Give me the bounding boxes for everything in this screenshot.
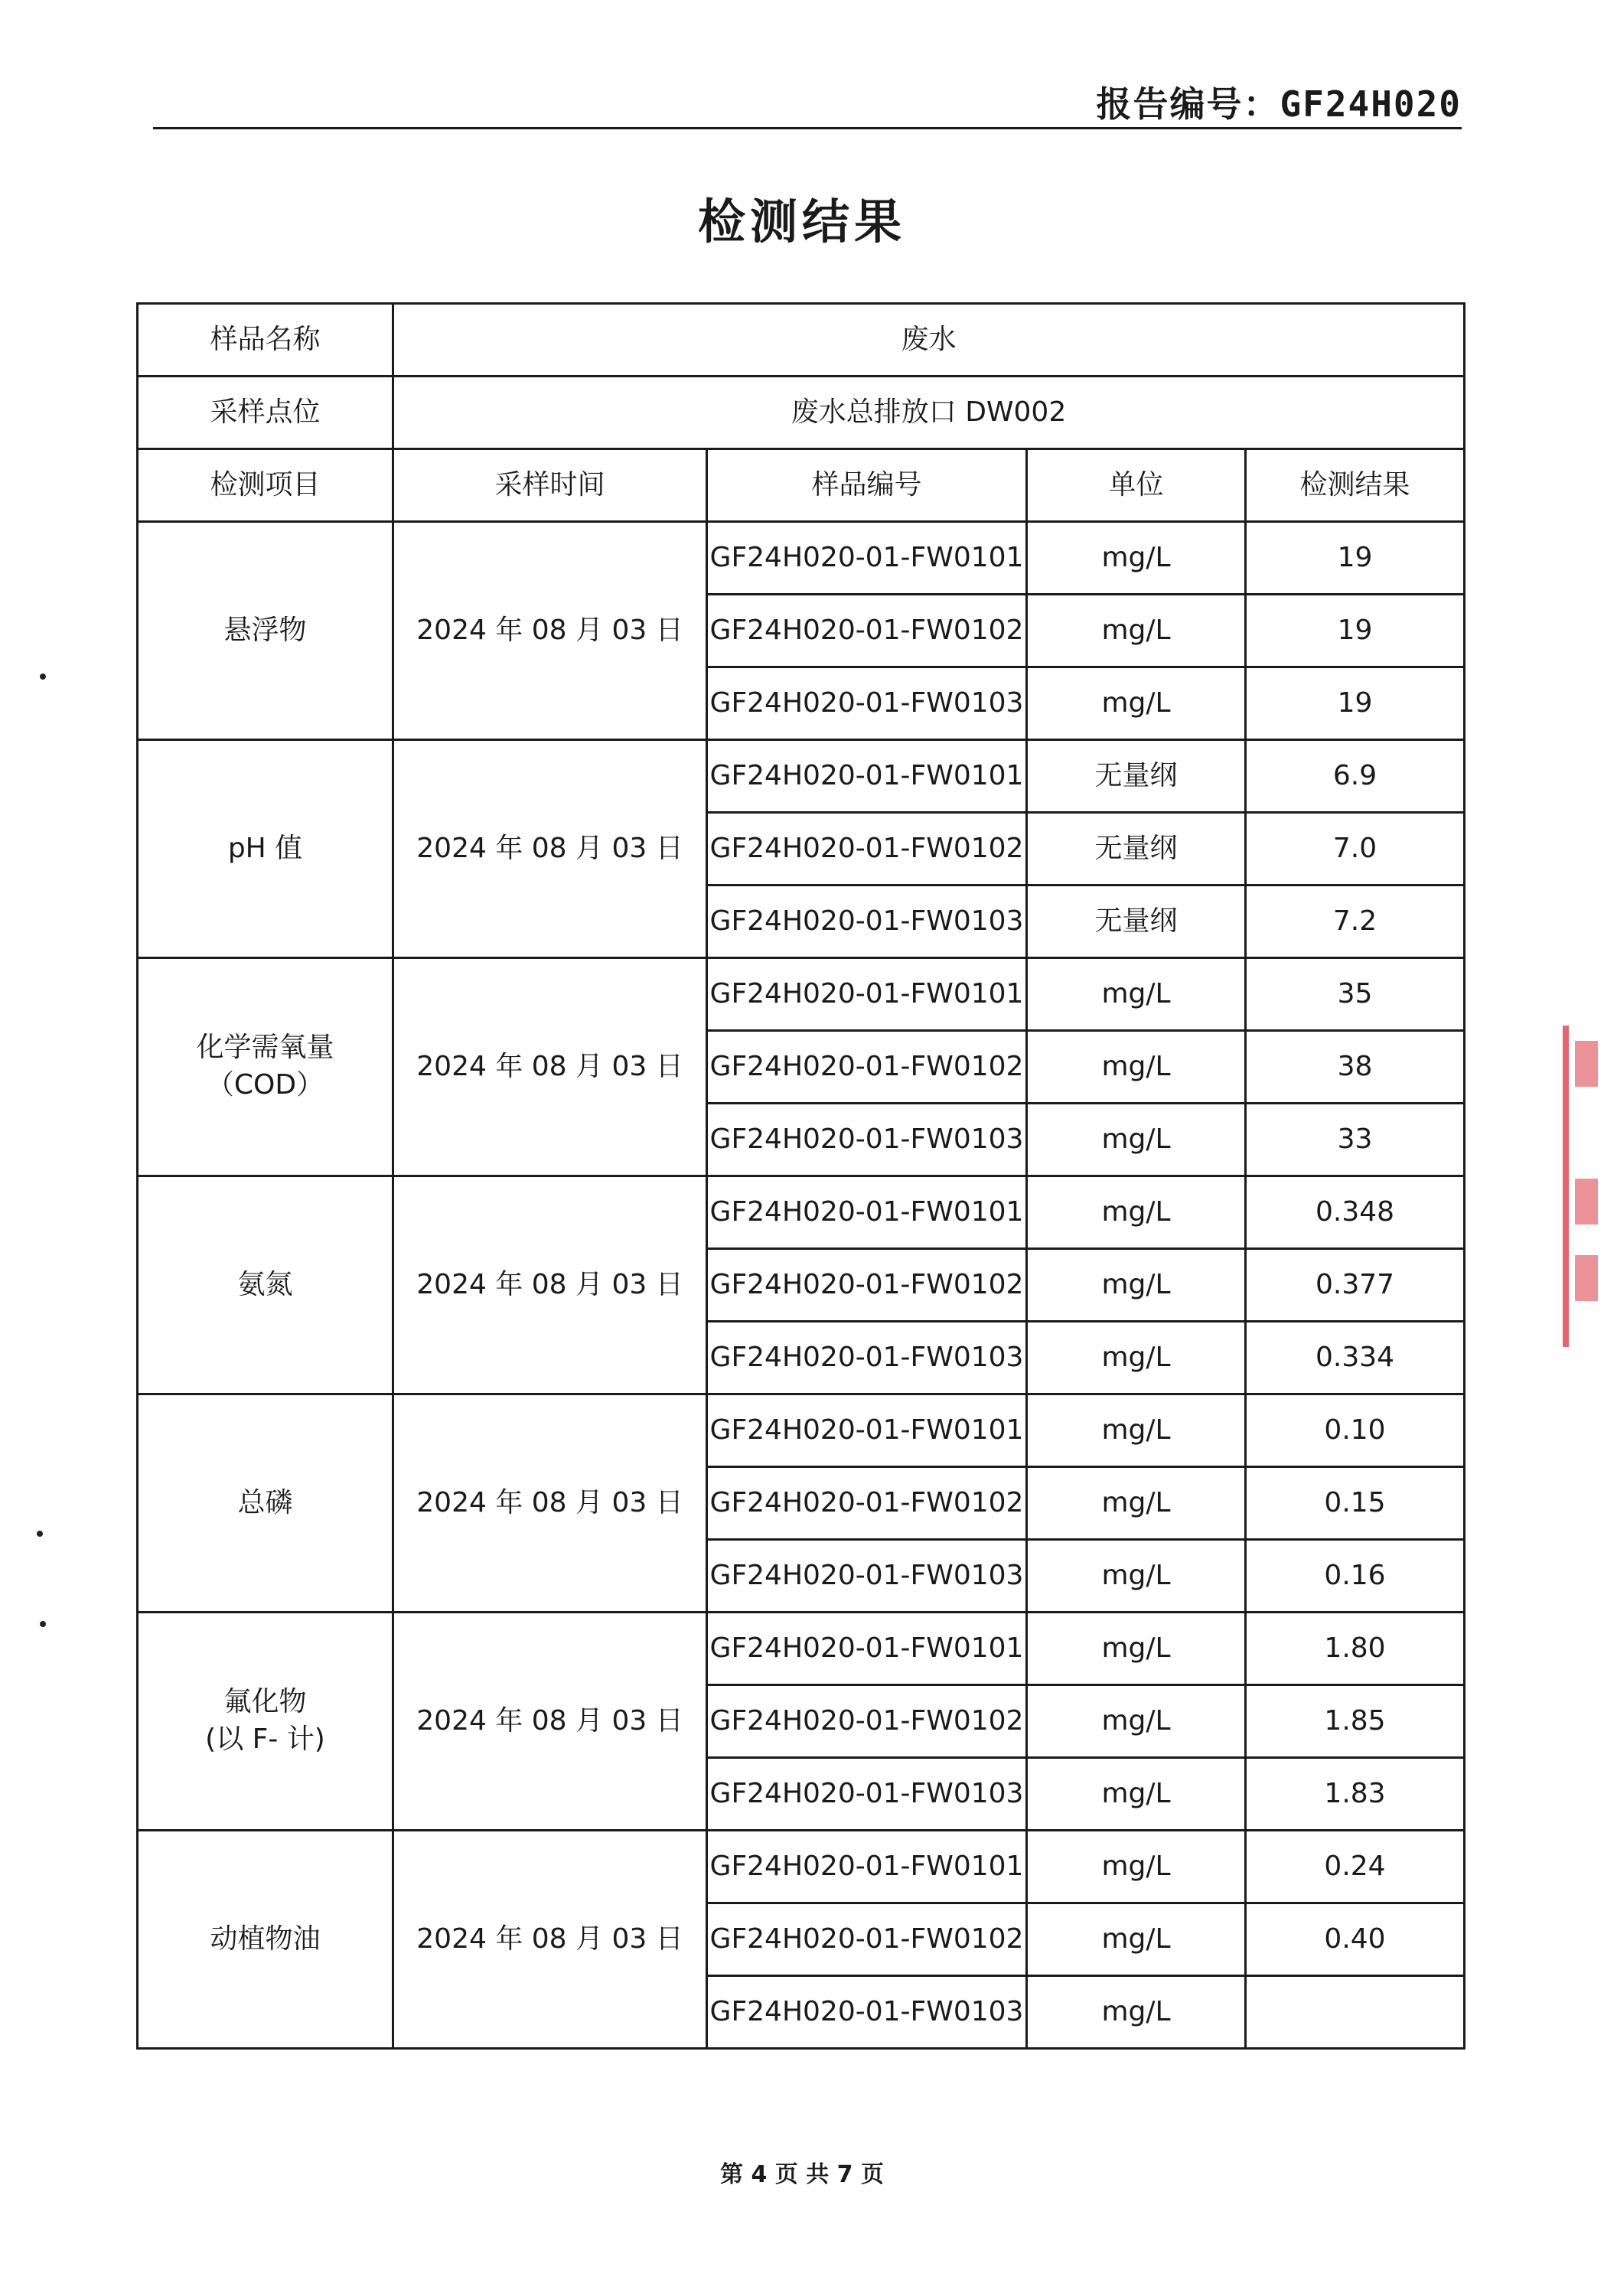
sample-id-cell: GF24H020-01-FW0102 bbox=[707, 1685, 1027, 1758]
unit-cell: mg/L bbox=[1027, 1322, 1246, 1394]
test-item-cell: 动植物油 bbox=[138, 1831, 393, 2049]
sample-name-row bbox=[138, 304, 1465, 377]
test-item-cell: 悬浮物 bbox=[138, 522, 393, 740]
table-row bbox=[138, 522, 1465, 595]
sample-id-cell: GF24H020-01-FW0102 bbox=[707, 1031, 1027, 1104]
sampling-point-row bbox=[138, 377, 1465, 449]
result-cell bbox=[1246, 1976, 1465, 2049]
table-row bbox=[138, 958, 1465, 1031]
result-cell: 0.40 bbox=[1246, 1903, 1465, 1976]
unit-cell: 无量纲 bbox=[1027, 885, 1246, 958]
result-cell: 0.377 bbox=[1246, 1249, 1465, 1322]
sample-id-cell: GF24H020-01-FW0103 bbox=[707, 1540, 1027, 1613]
unit-cell: mg/L bbox=[1027, 1976, 1246, 2049]
seal-mark bbox=[1575, 1041, 1598, 1087]
sample-id-cell: GF24H020-01-FW0102 bbox=[707, 1249, 1027, 1322]
result-cell: 1.83 bbox=[1246, 1758, 1465, 1831]
unit-cell: mg/L bbox=[1027, 667, 1246, 740]
unit-cell: mg/L bbox=[1027, 1031, 1246, 1104]
unit-cell: mg/L bbox=[1027, 1613, 1246, 1685]
result-cell: 0.334 bbox=[1246, 1322, 1465, 1394]
test-item-cell: 氟化物 (以 F- 计) bbox=[138, 1613, 393, 1831]
column-header-result: 检测结果 bbox=[1246, 449, 1465, 522]
unit-cell: mg/L bbox=[1027, 1758, 1246, 1831]
unit-cell: mg/L bbox=[1027, 522, 1246, 595]
sampling-date-cell: 2024 年 08 月 03 日 bbox=[393, 522, 707, 740]
unit-cell: mg/L bbox=[1027, 1903, 1246, 1976]
sample-id-cell: GF24H020-01-FW0101 bbox=[707, 522, 1027, 595]
table-row bbox=[138, 1394, 1465, 1467]
result-cell: 19 bbox=[1246, 595, 1465, 667]
sample-id-cell: GF24H020-01-FW0102 bbox=[707, 1903, 1027, 1976]
scan-speck bbox=[40, 673, 46, 680]
sample-id-cell: GF24H020-01-FW0101 bbox=[707, 958, 1027, 1031]
sample-id-cell: GF24H020-01-FW0101 bbox=[707, 740, 1027, 813]
result-cell: 0.24 bbox=[1246, 1831, 1465, 1903]
result-cell: 0.348 bbox=[1246, 1176, 1465, 1249]
test-item-cell: 总磷 bbox=[138, 1394, 393, 1613]
sample-id-cell: GF24H020-01-FW0102 bbox=[707, 595, 1027, 667]
column-header-row bbox=[138, 449, 1465, 522]
unit-cell: 无量纲 bbox=[1027, 740, 1246, 813]
column-header-sampling-time: 采样时间 bbox=[393, 449, 707, 522]
sample-id-cell: GF24H020-01-FW0101 bbox=[707, 1394, 1027, 1467]
result-cell: 38 bbox=[1246, 1031, 1465, 1104]
sample-id-cell: GF24H020-01-FW0103 bbox=[707, 1322, 1027, 1394]
result-cell: 19 bbox=[1246, 667, 1465, 740]
result-cell: 19 bbox=[1246, 522, 1465, 595]
sample-id-cell: GF24H020-01-FW0103 bbox=[707, 667, 1027, 740]
result-cell: 0.10 bbox=[1246, 1394, 1465, 1467]
result-cell: 0.15 bbox=[1246, 1467, 1465, 1540]
sample-id-cell: GF24H020-01-FW0103 bbox=[707, 1758, 1027, 1831]
table-row bbox=[138, 1831, 1465, 1903]
seal-mark bbox=[1575, 1179, 1598, 1225]
result-cell: 35 bbox=[1246, 958, 1465, 1031]
result-cell: 6.9 bbox=[1246, 740, 1465, 813]
page-indicator: 第 4 页 共 7 页 bbox=[720, 2161, 884, 2188]
scan-speck bbox=[40, 1621, 46, 1627]
result-cell: 33 bbox=[1246, 1104, 1465, 1176]
sample-id-cell: GF24H020-01-FW0101 bbox=[707, 1831, 1027, 1903]
result-cell: 1.85 bbox=[1246, 1685, 1465, 1758]
sample-id-cell: GF24H020-01-FW0101 bbox=[707, 1613, 1027, 1685]
table-row bbox=[138, 1613, 1465, 1685]
sampling-point-value: 废水总排放口 DW002 bbox=[393, 377, 1465, 449]
table-row bbox=[138, 740, 1465, 813]
sample-id-cell: GF24H020-01-FW0103 bbox=[707, 1976, 1027, 2049]
unit-cell: mg/L bbox=[1027, 1104, 1246, 1176]
sample-id-cell: GF24H020-01-FW0103 bbox=[707, 1104, 1027, 1176]
scan-speck bbox=[37, 1531, 43, 1537]
sampling-date-cell: 2024 年 08 月 03 日 bbox=[393, 740, 707, 958]
unit-cell: mg/L bbox=[1027, 1176, 1246, 1249]
sample-id-cell: GF24H020-01-FW0102 bbox=[707, 1467, 1027, 1540]
seal-mark bbox=[1575, 1255, 1598, 1301]
sample-id-cell: GF24H020-01-FW0101 bbox=[707, 1176, 1027, 1249]
result-cell: 7.2 bbox=[1246, 885, 1465, 958]
test-item-cell: 氨氮 bbox=[138, 1176, 393, 1394]
column-header-item: 检测项目 bbox=[138, 449, 393, 522]
column-header-sample-id: 样品编号 bbox=[707, 449, 1027, 522]
sampling-point-label: 采样点位 bbox=[138, 377, 393, 449]
header-divider bbox=[153, 127, 1462, 129]
test-item-cell: pH 值 bbox=[138, 740, 393, 958]
column-header-unit: 单位 bbox=[1027, 449, 1246, 522]
sampling-date-cell: 2024 年 08 月 03 日 bbox=[393, 1176, 707, 1394]
unit-cell: 无量纲 bbox=[1027, 813, 1246, 885]
result-cell: 1.80 bbox=[1246, 1613, 1465, 1685]
unit-cell: mg/L bbox=[1027, 1831, 1246, 1903]
unit-cell: mg/L bbox=[1027, 1685, 1246, 1758]
table-row bbox=[138, 1176, 1465, 1249]
result-cell: 7.0 bbox=[1246, 813, 1465, 885]
result-cell: 0.16 bbox=[1246, 1540, 1465, 1613]
sample-id-cell: GF24H020-01-FW0102 bbox=[707, 813, 1027, 885]
sample-name-label: 样品名称 bbox=[138, 304, 393, 377]
test-item-cell: 化学需氧量 （COD） bbox=[138, 958, 393, 1176]
unit-cell: mg/L bbox=[1027, 958, 1246, 1031]
report-number: 报告编号：GF24H020 bbox=[1096, 83, 1462, 125]
sample-id-cell: GF24H020-01-FW0103 bbox=[707, 885, 1027, 958]
results-table bbox=[136, 302, 1465, 2050]
unit-cell: mg/L bbox=[1027, 1467, 1246, 1540]
sampling-date-cell: 2024 年 08 月 03 日 bbox=[393, 1831, 707, 2049]
sampling-date-cell: 2024 年 08 月 03 日 bbox=[393, 1613, 707, 1831]
sample-name-value: 废水 bbox=[393, 304, 1465, 377]
seal-stamp-edge bbox=[1563, 1026, 1604, 1347]
page-title: 检测结果 bbox=[697, 194, 906, 249]
sampling-date-cell: 2024 年 08 月 03 日 bbox=[393, 958, 707, 1176]
unit-cell: mg/L bbox=[1027, 595, 1246, 667]
unit-cell: mg/L bbox=[1027, 1540, 1246, 1613]
unit-cell: mg/L bbox=[1027, 1249, 1246, 1322]
unit-cell: mg/L bbox=[1027, 1394, 1246, 1467]
sampling-date-cell: 2024 年 08 月 03 日 bbox=[393, 1394, 707, 1613]
